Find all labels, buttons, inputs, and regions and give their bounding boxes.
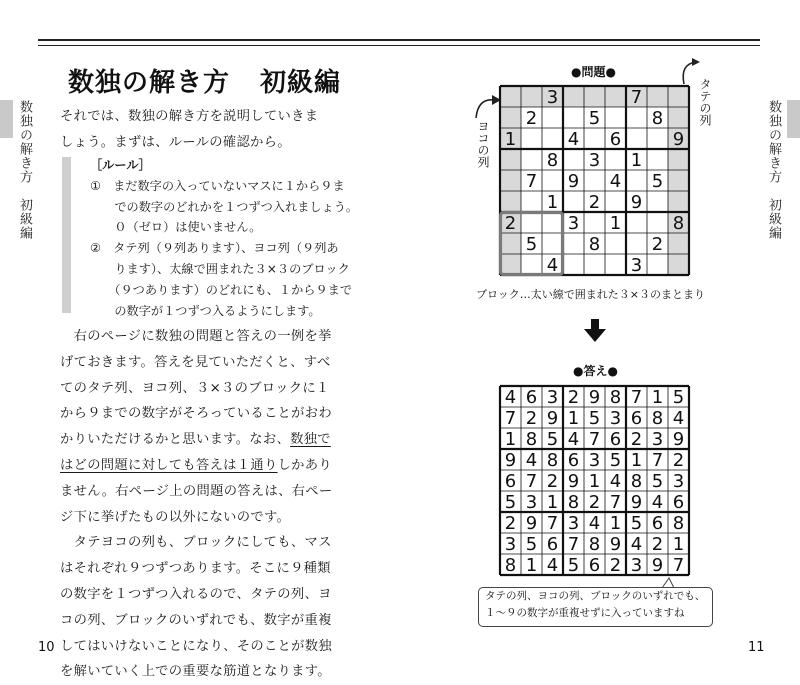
answer-digit: 7 — [651, 450, 664, 471]
answer-digit: 9 — [567, 471, 580, 492]
body-line: の数字を１つずつ入れるので、タテの列、ヨ — [60, 586, 332, 602]
problem-digit: 7 — [630, 87, 643, 108]
underlined-text: はどの問題に対しても答えは１通り — [60, 457, 278, 473]
answer-digit: 7 — [630, 387, 643, 408]
shaded-cell — [500, 86, 521, 107]
answer-digit: 1 — [630, 450, 643, 471]
problem-digit: 4 — [609, 171, 622, 192]
problem-digit: 9 — [567, 171, 580, 192]
intro-line: しょう。まずは、ルールの確認から。 — [60, 134, 291, 150]
problem-digit: 3 — [630, 255, 643, 276]
answer-digit: 4 — [525, 450, 538, 471]
answer-digit: 5 — [567, 555, 580, 576]
answer-digit: 1 — [609, 513, 622, 534]
problem-digit: 2 — [504, 213, 517, 234]
answer-digit: 8 — [630, 471, 643, 492]
answer-digit: 3 — [630, 555, 643, 576]
problem-digit: 1 — [630, 150, 643, 171]
block-caption: ブロック…太い線で囲まれた３×３のまとまり — [476, 288, 705, 301]
rules-line: ０（ゼロ）は使いません。 — [90, 220, 262, 235]
intro-line: それでは、数独の解き方を説明していきま — [60, 109, 319, 124]
row-label: ヨコの列 — [476, 120, 490, 168]
answer-digit: 5 — [546, 429, 559, 450]
answer-digit: 1 — [546, 492, 559, 513]
problem-label: ●問題● — [571, 65, 616, 79]
answer-digit: 3 — [546, 387, 559, 408]
answer-digit: 2 — [525, 408, 538, 429]
answer-digit: 6 — [609, 429, 622, 450]
side-tab-left-marker — [0, 100, 13, 138]
answer-digit: 8 — [546, 450, 559, 471]
answer-digit: 5 — [525, 534, 538, 555]
side-tab-right-marker — [787, 100, 800, 138]
answer-digit: 6 — [651, 513, 664, 534]
answer-digit: 8 — [609, 387, 622, 408]
shaded-cell — [521, 86, 542, 107]
answer-digit: 9 — [525, 513, 538, 534]
page-number-right: 11 — [748, 640, 765, 655]
callout-line: １～９の数字が重複せずに入っていますね — [485, 607, 685, 619]
answer-digit: 5 — [630, 513, 643, 534]
answer-digit: 6 — [546, 534, 559, 555]
answer-callout — [478, 587, 713, 627]
problem-digit: 4 — [546, 255, 559, 276]
shaded-cell — [668, 191, 689, 212]
rules-line: での数字のどれかを１つずつ入れましょう。 — [90, 199, 359, 214]
problem-digit: 5 — [651, 171, 664, 192]
problem-digit: 1 — [609, 213, 622, 234]
shaded-cell — [668, 107, 689, 128]
side-tab-left: 数独の解き方 初級編 — [17, 100, 32, 240]
body-line: てのタテ列、ヨコ列、３×３のブロックに１ — [60, 380, 330, 396]
shaded-cell — [647, 86, 668, 107]
problem-digit: 4 — [567, 129, 580, 150]
rules-line: の数字が１つずつ入るようにします。 — [90, 303, 321, 318]
answer-digit: 8 — [567, 492, 580, 513]
answer-digit: 5 — [504, 492, 517, 513]
answer-digit: 6 — [567, 450, 580, 471]
shaded-cell — [500, 254, 521, 275]
shaded-cell — [668, 149, 689, 170]
problem-digit: 8 — [651, 108, 664, 129]
shaded-cell — [500, 191, 521, 212]
problem-digit: 2 — [588, 192, 601, 213]
body-line: げておきます。答えを見ていただくと、すべ — [60, 354, 331, 370]
problem-digit: 9 — [630, 192, 643, 213]
answer-digit: 9 — [630, 492, 643, 513]
rules-line: ① まだ数字の入っていないマスに１から９ま — [90, 178, 345, 193]
body-line — [60, 427, 332, 453]
answer-digit: 5 — [672, 387, 685, 408]
answer-digit: 4 — [672, 408, 685, 429]
problem-grid — [498, 84, 692, 278]
answer-digit: 1 — [567, 408, 580, 429]
page-title — [68, 62, 341, 99]
answer-digit: 6 — [672, 492, 685, 513]
underlined-text: 数独で — [290, 432, 331, 448]
answer-digit: 7 — [504, 408, 517, 429]
answer-digit: 7 — [546, 513, 559, 534]
answer-digit: 5 — [609, 450, 622, 471]
body-paragraph — [60, 324, 332, 685]
answer-digit: 4 — [546, 555, 559, 576]
shaded-cell — [500, 107, 521, 128]
answer-digit: 9 — [609, 534, 622, 555]
page-title-sub: 初級編 — [260, 68, 342, 98]
answer-digit: 7 — [609, 492, 622, 513]
rules-heading: ［ルール］ — [90, 158, 151, 172]
problem-digit: 5 — [525, 234, 538, 255]
answer-digit: 1 — [588, 471, 601, 492]
answer-digit: 7 — [588, 429, 601, 450]
answer-digit: 3 — [567, 513, 580, 534]
body-text: しかあり — [277, 457, 332, 473]
rules-line: ② タテ列（９列あります）、ヨコ列（９列あ — [90, 241, 339, 256]
shaded-cell — [500, 149, 521, 170]
answer-digit: 7 — [672, 555, 685, 576]
answer-digit: 3 — [588, 450, 601, 471]
body-text: かりいただけるかと思います。なお、 — [60, 432, 291, 448]
shaded-cell — [500, 170, 521, 191]
body-line: コの列、ブロックのいずれでも、数字が重複 — [60, 612, 332, 628]
problem-digit: 3 — [567, 213, 580, 234]
rules-bar — [62, 157, 71, 313]
answer-digit: 9 — [504, 450, 517, 471]
answer-digit: 9 — [588, 387, 601, 408]
shaded-cell — [668, 86, 689, 107]
answer-digit: 3 — [672, 471, 685, 492]
problem-digit: 6 — [609, 129, 622, 150]
answer-digit: 3 — [525, 492, 538, 513]
answer-digit: 3 — [609, 408, 622, 429]
body-line: はそれぞれ９つずつあります。そこに９種類 — [60, 561, 331, 577]
side-tab-right: 数独の解き方 初級編 — [766, 100, 781, 240]
problem-digit: 8 — [672, 213, 685, 234]
body-line: ません。右ページ上の問題の答えは、右ペー — [60, 483, 333, 499]
body-line: してはいけないことになり、そのことが数独 — [60, 638, 332, 654]
answer-digit: 4 — [630, 534, 643, 555]
body-line: から９までの数字がそろっていることがおわ — [60, 406, 332, 422]
answer-digit: 3 — [651, 429, 664, 450]
answer-digit: 4 — [588, 513, 601, 534]
top-rule-thin — [38, 45, 760, 46]
answer-digit: 8 — [588, 534, 601, 555]
problem-digit: 2 — [525, 108, 538, 129]
shaded-cell — [668, 233, 689, 254]
down-arrow-icon — [583, 319, 607, 343]
answer-digit: 2 — [651, 534, 664, 555]
answer-grid — [498, 384, 692, 578]
shaded-cell — [605, 86, 626, 107]
answer-digit: 2 — [630, 429, 643, 450]
answer-digit: 9 — [546, 408, 559, 429]
top-rule-thick — [38, 39, 760, 41]
answer-digit: 1 — [672, 534, 685, 555]
problem-digit: 8 — [546, 150, 559, 171]
problem-digit: 2 — [651, 234, 664, 255]
shaded-cell — [668, 254, 689, 275]
answer-digit: 9 — [672, 429, 685, 450]
problem-digit: 8 — [588, 234, 601, 255]
body-line: を解いていく上での重要な筋道となります。 — [60, 664, 331, 680]
rules-box — [90, 155, 358, 321]
body-line: ジ下に挙げたもの以外にないのです。 — [60, 509, 291, 525]
answer-digit: 8 — [672, 513, 685, 534]
answer-digit: 2 — [567, 387, 580, 408]
shaded-cell — [584, 86, 605, 107]
answer-digit: 6 — [630, 408, 643, 429]
answer-label: ●答え● — [573, 364, 618, 378]
problem-digit: 3 — [546, 87, 559, 108]
intro-paragraph — [60, 104, 318, 156]
problem-digit: 1 — [546, 192, 559, 213]
shaded-cell — [668, 170, 689, 191]
answer-digit: 7 — [525, 471, 538, 492]
page-title-main: 数独の解き方 — [68, 68, 231, 98]
problem-digit: 9 — [672, 129, 685, 150]
body-line: 右のページに数独の問題と答えの一例を挙 — [60, 329, 332, 344]
shaded-cell — [500, 233, 521, 254]
answer-digit: 1 — [525, 555, 538, 576]
answer-digit: 2 — [546, 471, 559, 492]
answer-digit: 8 — [651, 408, 664, 429]
answer-digit: 5 — [651, 471, 664, 492]
answer-digit: 6 — [525, 387, 538, 408]
answer-digit: 2 — [609, 555, 622, 576]
answer-digit: 1 — [651, 387, 664, 408]
answer-digit: 6 — [504, 471, 517, 492]
answer-digit: 4 — [609, 471, 622, 492]
answer-digit: 1 — [504, 429, 517, 450]
answer-digit: 8 — [525, 429, 538, 450]
problem-digit: 5 — [588, 108, 601, 129]
answer-digit: 2 — [588, 492, 601, 513]
problem-digit: 7 — [525, 171, 538, 192]
answer-digit: 8 — [504, 555, 517, 576]
answer-digit: 3 — [504, 534, 517, 555]
problem-digit: 1 — [504, 129, 517, 150]
body-line — [60, 453, 332, 479]
answer-digit: 4 — [651, 492, 664, 513]
page-number-left: 10 — [38, 640, 55, 655]
rules-line: （９つあります）のどれにも、１から９まで — [90, 282, 353, 297]
answer-digit: 4 — [504, 387, 517, 408]
callout-line: タテの列、ヨコの列、ブロックのいずれでも、 — [485, 590, 706, 602]
answer-digit: 4 — [567, 429, 580, 450]
shaded-cell — [563, 86, 584, 107]
answer-digit: 6 — [588, 555, 601, 576]
body-line: タテヨコの列も、ブロックにしても、マス — [60, 535, 332, 551]
answer-digit: 9 — [651, 555, 664, 576]
column-label: タテの列 — [698, 78, 712, 126]
rules-line: ります）、太線で囲まれた３×３のブロック — [90, 261, 350, 276]
answer-digit: 7 — [567, 534, 580, 555]
answer-digit: 5 — [588, 408, 601, 429]
answer-digit: 2 — [504, 513, 517, 534]
problem-digit: 3 — [588, 150, 601, 171]
answer-digit: 2 — [672, 450, 685, 471]
